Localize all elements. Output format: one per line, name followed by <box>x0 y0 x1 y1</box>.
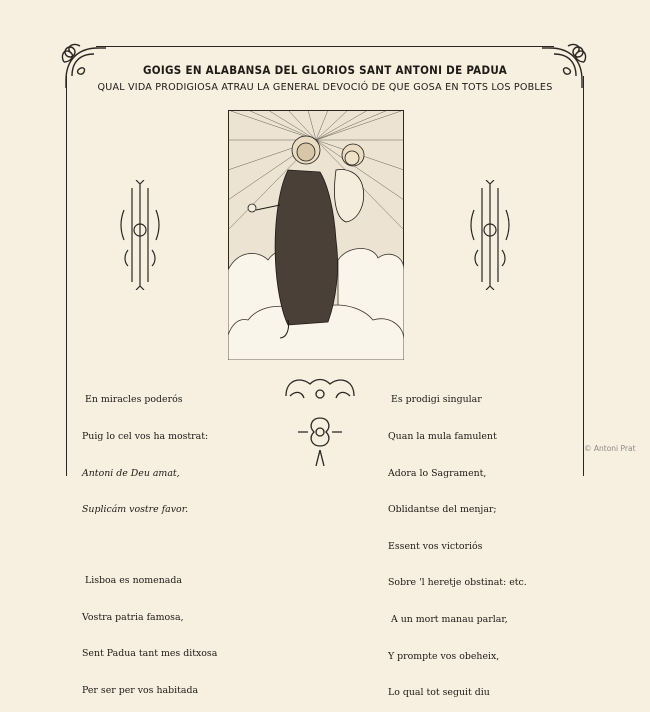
verse-line: Lisboa es nomenada <box>82 575 182 587</box>
copyright-watermark: © Antoni Prat <box>584 444 636 453</box>
verse-line: En miracles poderós <box>82 394 183 406</box>
document-title: GOIGS EN ALABANSA DEL GLORIOS SANT ANTONI DE PADUA <box>142 63 508 77</box>
verse-line: Y prompte vos obeheix, <box>388 650 500 662</box>
verse-line: Sent Padua tant mes ditxosa <box>82 648 218 660</box>
floral-ornament-right <box>470 180 510 290</box>
verse-line: Oblidantse del menjar; <box>388 504 497 516</box>
verse-line: A un mort manau parlar, <box>388 614 508 626</box>
verse-line: Per ser per vos habitada <box>82 685 199 697</box>
verse-line: Quan la mula famulent <box>388 431 497 443</box>
frame-right-rule <box>583 76 584 476</box>
verse-line: Vostra patria famosa, <box>82 611 184 623</box>
frame-top-rule <box>96 46 554 47</box>
verse-line: Adora lo Sagrament, <box>388 467 487 479</box>
verse-line: Es prodigi singular <box>388 394 482 406</box>
verse-line <box>82 541 217 551</box>
verse-right-column <box>388 370 527 712</box>
verse-line: Sobre 'l heretje obstinat: etc. <box>388 577 527 589</box>
center-ornament <box>280 374 360 466</box>
verse-line: Essent vos victoriós <box>388 540 483 552</box>
verse-line: Lo qual tot seguit diu <box>388 687 490 699</box>
frame-left-rule <box>66 76 67 476</box>
verse-line: Puig lo cel vos ha mostrat: <box>82 431 209 443</box>
verse-left-column <box>82 370 217 709</box>
verse-line: Antoni de Deu amat, <box>82 467 180 479</box>
saint-anthony-engraving <box>228 110 404 360</box>
floral-ornament-left <box>120 180 160 290</box>
document-subtitle: QUAL VIDA PRODIGIOSA ATRAU LA GENERAL DEVOCIÓ DE QUE GOSA EN TOTS LOS POBLES <box>97 82 553 93</box>
verse-line: Suplicám vostre favor. <box>82 504 189 516</box>
